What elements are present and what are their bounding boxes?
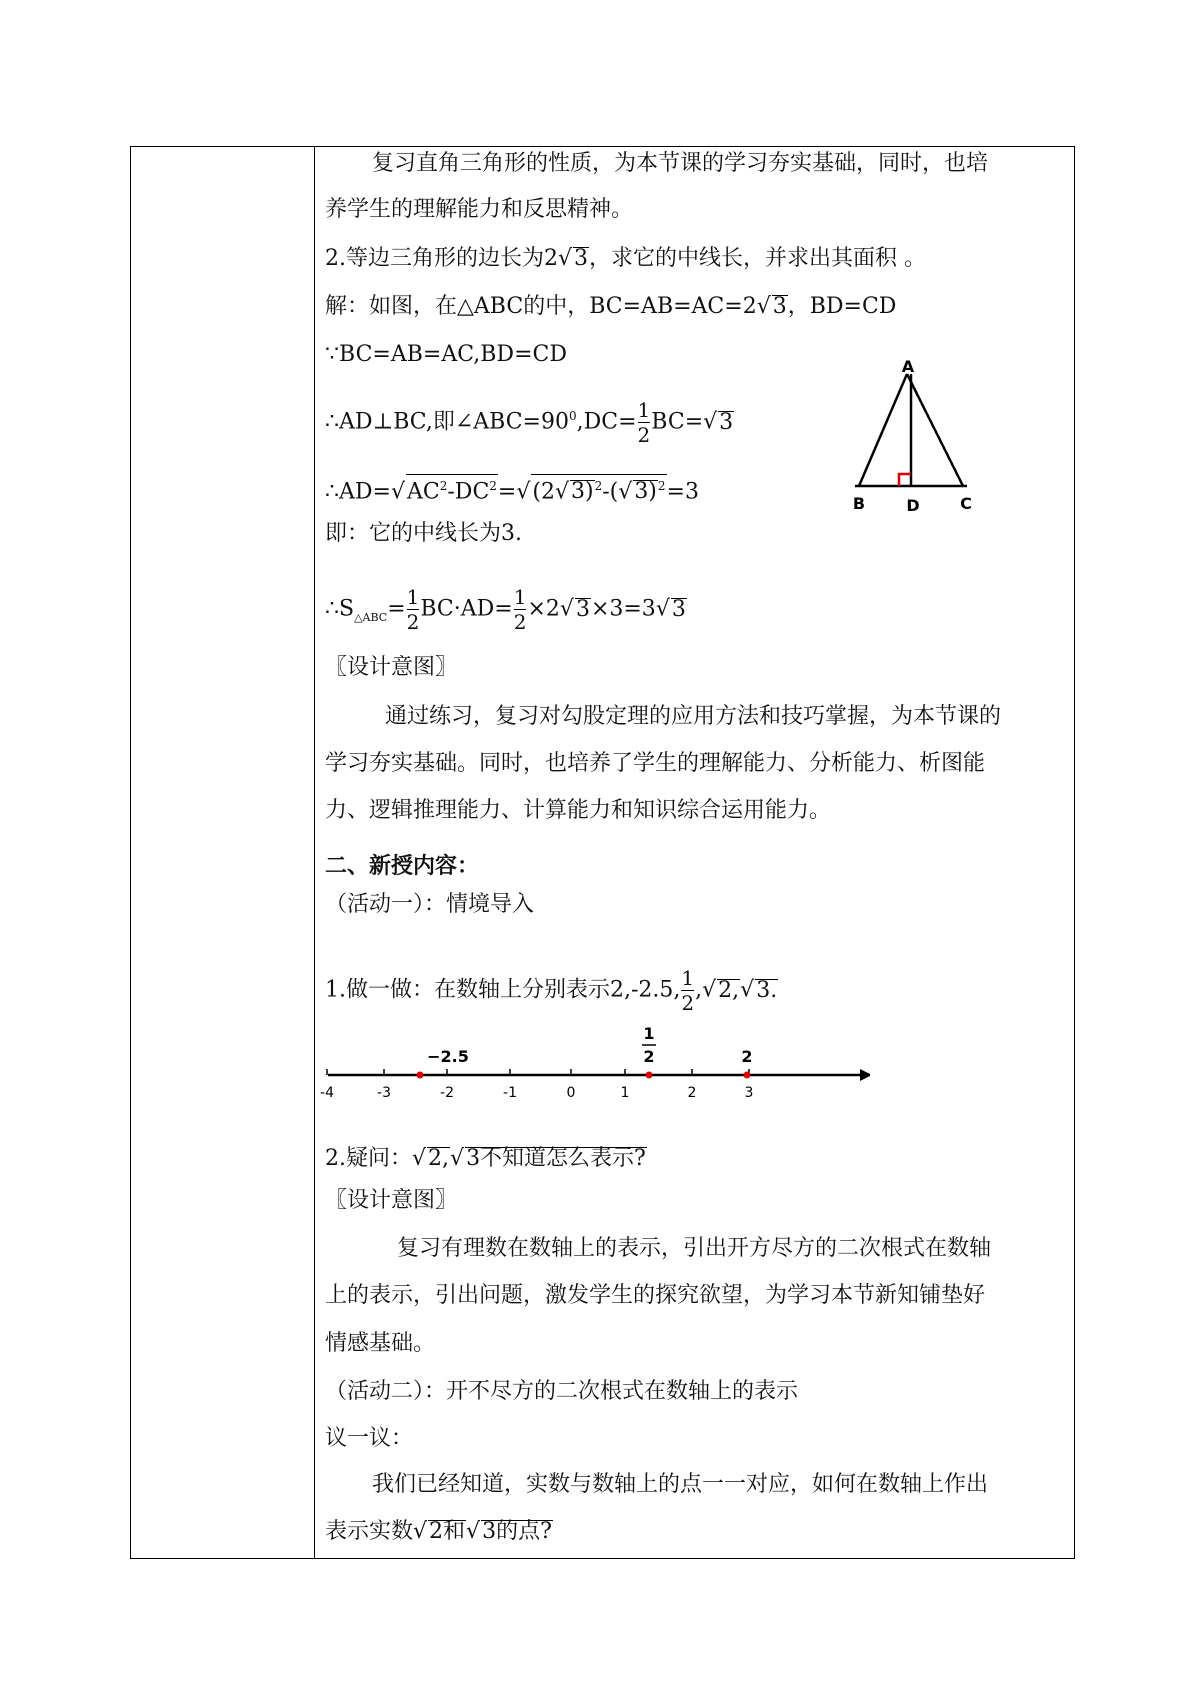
because-line: ∵BC=AB=AC,BD=CD <box>325 342 567 367</box>
tick-label: -2 <box>440 1085 454 1101</box>
discuss-line2: 表示实数√2和√3的点? <box>325 1519 552 1544</box>
conclusion-line: 即：它的中线长为3. <box>325 521 522 546</box>
design-intent-heading-2: 〖设计意图〗 <box>325 1188 458 1213</box>
vertex-label-d: D <box>906 496 920 515</box>
therefore-line-2: $\therefore AD=√AC^2-DC^2=√(2√3)^2-(√3)^2=3$ <box>325 474 699 506</box>
right-angle-marker <box>899 474 911 486</box>
fraction-half: $\frac{1}{2}$ <box>681 966 695 1015</box>
area-line: $\therefore S_{\triangle ABC}=$ $\frac{1}{2}$ BC·AD= $\frac{1}{2}$ ×2√3×3=3√3 <box>325 585 686 634</box>
tick-label: 0 <box>566 1085 576 1101</box>
tick-label: -3 <box>377 1085 391 1101</box>
number-line-figure <box>320 1025 870 1105</box>
tick-label: -4 <box>320 1085 334 1101</box>
tick-label: 3 <box>744 1085 754 1101</box>
point-label-half-num: 1 <box>643 1025 655 1043</box>
tick-label: 1 <box>620 1085 630 1101</box>
task-1: 1.做一做：在数轴上分别表示2,-2.5, $\frac{1}{2}$ ,√2,√3. <box>325 966 778 1015</box>
intent2-line3: 情感基础。 <box>325 1331 436 1356</box>
point-label-half-den: 2 <box>643 1047 655 1066</box>
discuss-line1: 我们已经知道，实数与数轴上的点一一对应，如何在数轴上作出 <box>372 1472 989 1497</box>
intent2-line1: 复习有理数在数轴上的表示，引出开方尽方的二次根式在数轴 <box>397 1236 992 1261</box>
intent1-line2: 学习夯实基础。同时，也培养了学生的理解能力、分析能力、析图能 <box>325 751 986 776</box>
point-label-neg: −2.5 <box>427 1047 469 1066</box>
tick-label: -1 <box>503 1085 517 1101</box>
intent2-line2: 上的表示，引出问题，激发学生的探究欲望，为学习本节新知铺垫好 <box>325 1283 986 1308</box>
fraction-half: $\frac{1}{2}$ <box>637 398 651 447</box>
solution-line: 解：如图，在△ABC的中，BC=AB=AC=2√3，BD=CD <box>325 294 897 319</box>
intent1-line3: 力、逻辑推理能力、计算能力和知识综合运用能力。 <box>325 798 832 823</box>
new-content-heading: 二、新授内容： <box>325 853 480 879</box>
discuss-heading: 议一议： <box>325 1426 414 1451</box>
therefore-line-1: ∴AD⊥BC,即$\angle ABC=90^0,DC=$ $\frac{1}{2}$ BC=√3 <box>325 398 734 447</box>
vertex-label-c: C <box>960 494 972 513</box>
vertex-label-b: B <box>852 494 866 513</box>
activity-2: （活动二）：开不尽方的二次根式在数轴上的表示 <box>325 1379 799 1404</box>
review-para-line1: 复习直角三角形的性质，为本节课的学习夯实基础，同时，也培 <box>372 151 989 176</box>
tick-label: 2 <box>687 1085 697 1101</box>
fraction-half: $\frac{1}{2}$ <box>513 585 527 634</box>
arrow-icon <box>860 1069 870 1081</box>
intent1-line1: 通过练习，复习对勾股定理的应用方法和技巧掌握，为本节课的 <box>385 704 1002 729</box>
point-neg-2-5 <box>417 1072 424 1079</box>
design-intent-heading: 〖设计意图〗 <box>325 655 458 680</box>
column-divider <box>314 146 315 1559</box>
question-2: 2.等边三角形的边长为2√3，求它的中线长，并求出其面积 。 <box>325 246 927 271</box>
activity-1: （活动一）：情境导入 <box>325 892 535 917</box>
vertex-label-a: A <box>901 358 915 376</box>
point-half <box>646 1072 653 1079</box>
point-two <box>744 1072 751 1079</box>
question-doubt: 2.疑问：√2,√3不知道怎么表示? <box>325 1146 646 1171</box>
fraction-half: $\frac{1}{2}$ <box>406 585 420 634</box>
review-para-line2: 养学生的理解能力和反思精神。 <box>325 197 634 222</box>
triangle-figure <box>845 358 985 518</box>
point-label-two: 2 <box>741 1047 753 1066</box>
